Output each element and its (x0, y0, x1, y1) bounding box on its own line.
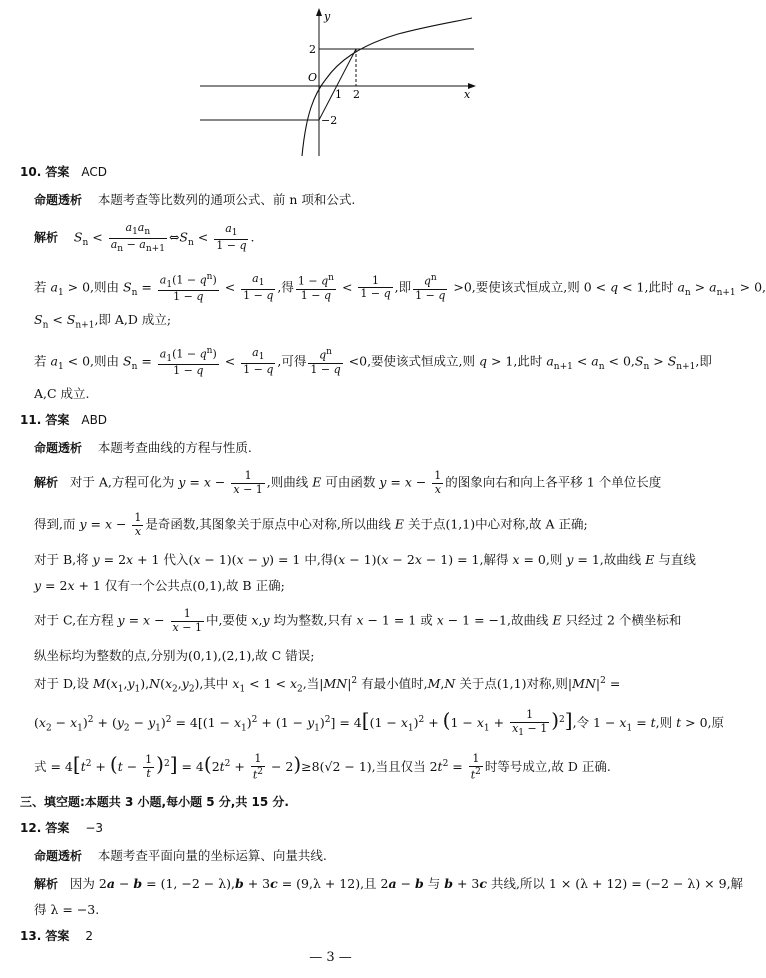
q10-analysis-line3: $S_n < S_{n+1}$,即 A,D 成立; (34, 312, 172, 331)
q12-label: 12. 答案 (20, 821, 70, 835)
q11-analysis-line7: 对于 D,设 $M(x_1,y_1),N(x_2,y_2)$,其中 $x_1 < 1 < x_2$,当$|MN|^2$ 有最小值时,M,N 关于点(1,1)对称,则$|MN|^2$ = (34, 676, 621, 695)
q10-tip-label: 命题透析 (34, 193, 83, 207)
q12-analysis-line2: 得 λ = −3. (34, 902, 100, 917)
q10-analysis-label: 解析 (34, 230, 59, 245)
q12-answer: −3 (85, 821, 104, 835)
x-tick-2: 2 (353, 88, 360, 101)
function-graph (198, 4, 478, 160)
q10-analysis-line2: 若 $a_1 > 0$,则由 $S_n$ = $\frac{a_1(1 - q^n)}{1 - q}$ < $\frac{a_1}{1 - q}$ ,得 $\frac{1 - q^n}{1 - q}$ < $\frac{1}{1 - q}$ ,即 $\frac{q^n}{1 - q}$ >0,要使该式恒成立,则 0 < q < 1,此时 $a_n > a_{n+1} > 0$, (34, 272, 766, 304)
page-number: — 3 — (309, 950, 352, 965)
q11-analysis-line6: 纵坐标均为整数的点,分别为(0,1),(2,1),故 C 错误; (34, 648, 315, 663)
q11-analysis-line1: 解析 对于 A,方程可化为 y = x − $\frac{1}{x - 1}$ ,则曲线 E 可由函数 y = x − $\frac{1}{x}$ 的图象向右和向上各平移 1 个单位长度 (34, 469, 662, 496)
q11-analysis-line8: $(x_2 - x_1)^2 + (y_2 - y_1)^2 = 4[(1 - x_1)^2 + (1 - y_1)^2] = 4[(1 - x_1)^2 + (1 - x_1$ + $\frac{1}{x_1 - 1}$ )$^2$],令 $1 - x_1 = t$,则 t > 0,原 (34, 707, 725, 738)
q11-analysis-line2: 得到,而 y = x − $\frac{1}{x}$ 是奇函数,其图象关于原点中心对称,所以曲线 E 关于点(1,1)中心对称,故 A 正确; (34, 511, 588, 538)
q11-analysis-line5: 对于 C,在方程 y = x − $\frac{1}{x - 1}$ 中,要使 x,y 均为整数,只有 x − 1 = 1 或 x − 1 = −1,故曲线 E 只经过 2 个横坐标和 (34, 607, 682, 634)
q12-tip (34, 848, 327, 863)
q12-analysis-label: 解析 (34, 877, 59, 891)
q10-tip-text: 本题考查等比数列的通项公式、前 n 项和公式. (97, 192, 356, 207)
y-tick-neg2: −2 (321, 114, 338, 127)
q12-header (20, 820, 103, 835)
q12-tip-text: 本题考查平面向量的坐标运算、向量共线. (97, 848, 327, 863)
q11-analysis-line4: y = 2x + 1 仅有一个公共点(0,1),故 B 正确; (34, 578, 285, 593)
q11-answer: ABD (81, 413, 108, 427)
q10-analysis-line1: 解析 $S_n$ < $\frac{a_1a_n}{a_n - a_{n+1}}$ $\Leftrightarrow S_n$ < $\frac{a_1}{1 - q}$ . (34, 221, 255, 254)
q11-analysis-line9: 式 = $4[t^2 + (t$ − $\frac{1}{t}$ )$^2] = 4(2t^2$ + $\frac{1}{t^2}$ − 2)≥8(√2 − 1),当且仅当 $2t^2$ = $\frac{1}{t^2}$ 时等号成立,故 D 正确. (34, 752, 611, 782)
q11-tip-text: 本题考查曲线的方程与性质. (97, 440, 252, 455)
q13-header (20, 928, 93, 943)
q11-tip-label: 命题透析 (34, 441, 83, 455)
x-tick-1: 1 (335, 88, 342, 101)
q11-header (20, 412, 107, 427)
q11-tip (34, 440, 252, 455)
q10-answer: ACD (81, 165, 107, 179)
q12-analysis-line1: 解析 因为 2a − b = (1, −2 − λ),b + 3c = (9,λ + 12),且 2a − b 与 b + 3c 共线,所以 1 × (λ + 12) = (−2 − λ) × 9,解 (34, 876, 744, 891)
q11-analysis-label: 解析 (34, 475, 59, 490)
q10-label: 10. 答案 (20, 165, 70, 179)
q13-answer: 2 (85, 929, 93, 943)
q10-header (20, 164, 107, 179)
y-tick-2: 2 (309, 43, 316, 56)
q13-label: 13. 答案 (20, 929, 70, 943)
q10-analysis-line5: A,C 成立. (34, 386, 90, 401)
q11-label: 11. 答案 (20, 413, 70, 427)
origin-label: O (308, 71, 318, 84)
x-axis-label: x (464, 88, 471, 101)
q11-analysis-line3: 对于 B,将 y = 2x + 1 代入(x − 1)(x − y) = 1 中,得(x − 1)(x − 2x − 1) = 1,解得 x = 0,则 y = 1,故曲线 E 与直线 (34, 552, 696, 567)
q10-analysis-line4: 若 $a_1 < 0$,则由 $S_n$ = $\frac{a_1(1 - q^n)}{1 - q}$ < $\frac{a_1}{1 - q}$ ,可得 $\frac{q^n}{1 - q}$ <0,要使该式恒成立,则 q > 1,此时 $a_{n+1} < a_n < 0,S_n > S_{n+1}$,即 (34, 346, 712, 378)
curve (302, 18, 472, 156)
line-segment (319, 49, 356, 120)
q10-tip (34, 192, 355, 207)
y-axis-label: y (324, 10, 331, 23)
q12-tip-label: 命题透析 (34, 849, 83, 863)
section-3-heading: 三、填空题:本题共 3 小题,每小题 5 分,共 15 分. (20, 795, 289, 809)
